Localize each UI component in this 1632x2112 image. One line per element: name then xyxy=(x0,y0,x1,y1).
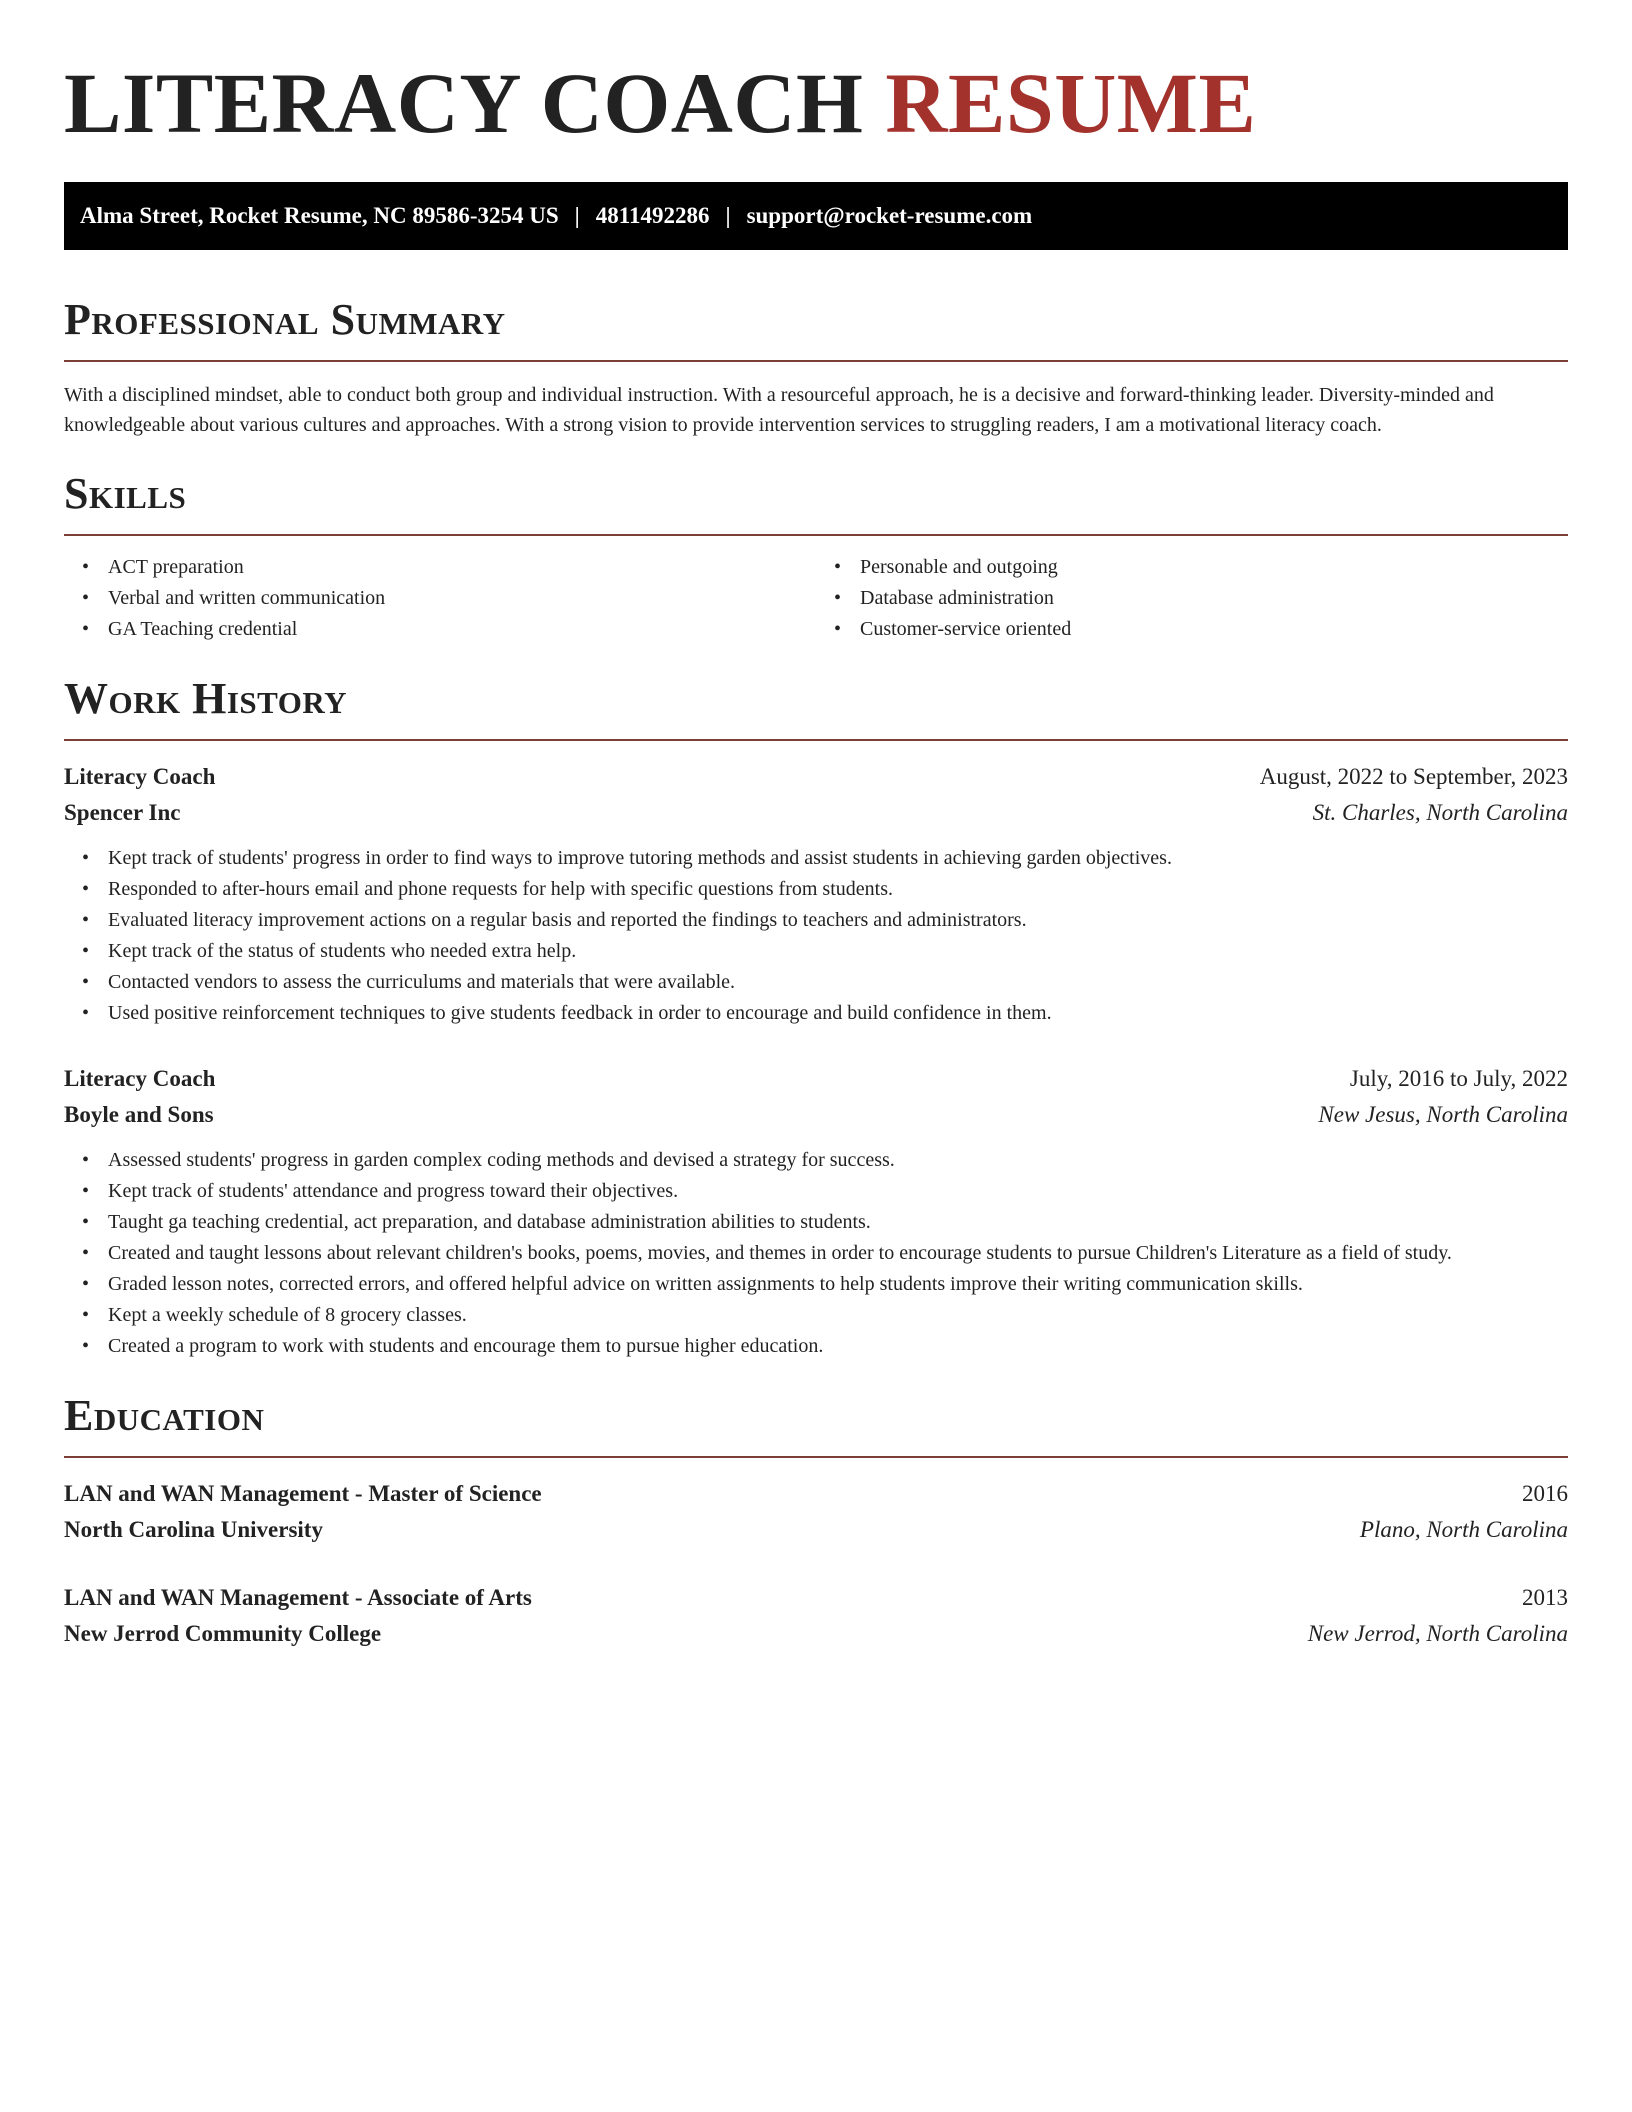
job-company-row xyxy=(64,1097,1568,1133)
title-resume-word: RESUME xyxy=(885,55,1257,151)
job-dates: July, 2016 to July, 2022 xyxy=(1349,1066,1568,1091)
education-degree-row xyxy=(64,1580,1568,1616)
skills-grid xyxy=(64,552,1568,645)
job-entry xyxy=(64,1061,1568,1362)
resume-page xyxy=(64,0,1568,1652)
job-bullet: • Contacted vendors to assess the curriculums and materials that were available. xyxy=(108,967,1568,998)
job-bullet: • Kept a weekly schedule of 8 grocery classes. xyxy=(108,1300,1568,1331)
education-degree-row xyxy=(64,1476,1568,1512)
job-bullet: • Kept track of students' progress in order to find ways to improve tutoring methods and assist students in achieving garden objectives. xyxy=(108,843,1568,874)
job-bullet: • Graded lesson notes, corrected errors, and offered helpful advice on written assignments to help students improve their writing communication skills. xyxy=(108,1269,1568,1300)
job-bullet: • Created a program to work with students and encourage them to pursue higher education. xyxy=(108,1331,1568,1362)
job-bullet: • Responded to after-hours email and phone requests for help with specific questions from students. xyxy=(108,874,1568,905)
summary-heading: Professional Summary xyxy=(64,295,506,344)
summary-text: With a disciplined mindset, able to conduct both group and individual instruction. With a resourceful approach, he is a decisive and forward-thinking leader. Diversity-minded and knowledgeable about various cultures and approaches. With a strong vision to provide intervention services to struggling readers, I am a motivational literacy coach. xyxy=(64,384,1494,436)
job-bullet: • Taught ga teaching credential, act preparation, and database administration abilities to students. xyxy=(108,1207,1568,1238)
section-divider xyxy=(64,1456,1568,1458)
education-school-row xyxy=(64,1616,1568,1652)
job-bullet: • Evaluated literacy improvement actions on a regular basis and reported the findings to teachers and administrators. xyxy=(108,905,1568,936)
job-bullet: • Created and taught lessons about relevant children's books, poems, movies, and themes in order to encourage students to pursue Children's Literature as a field of study. xyxy=(108,1238,1568,1269)
skill-item: • ACT preparation xyxy=(108,552,816,583)
education-school: North Carolina University xyxy=(64,1517,323,1542)
contact-separator: | xyxy=(725,203,731,228)
contact-separator: | xyxy=(574,203,580,228)
job-bullet: • Used positive reinforcement techniques to give students feedback in order to encourage and build confidence in them. xyxy=(108,998,1568,1029)
job-location: New Jesus, North Carolina xyxy=(1318,1102,1568,1127)
skills-right-column xyxy=(816,552,1568,645)
contact-address: Alma Street, Rocket Resume, NC 89586-3254 US xyxy=(80,203,559,228)
work-history-section xyxy=(64,673,1568,1362)
skill-item: • GA Teaching credential xyxy=(108,614,816,645)
education-entry xyxy=(64,1476,1568,1548)
contact-email: support@rocket-resume.com xyxy=(746,203,1033,228)
resume-title xyxy=(64,0,1568,156)
section-divider xyxy=(64,739,1568,741)
education-school: New Jerrod Community College xyxy=(64,1621,382,1646)
title-role: LITERACY COACH xyxy=(64,55,864,151)
job-title: Literacy Coach xyxy=(64,764,216,789)
job-bullets xyxy=(64,1145,1568,1362)
education-heading: Education xyxy=(64,1391,265,1440)
education-location: New Jerrod, North Carolina xyxy=(1307,1621,1568,1646)
education-degree: LAN and WAN Management - Master of Science xyxy=(64,1481,542,1506)
education-degree: LAN and WAN Management - Associate of Arts xyxy=(64,1585,532,1610)
job-bullets xyxy=(64,843,1568,1029)
summary-section xyxy=(64,294,1568,440)
education-section xyxy=(64,1390,1568,1652)
education-year: 2016 xyxy=(1522,1481,1568,1506)
contact-phone: 4811492286 xyxy=(595,203,710,228)
skills-section xyxy=(64,468,1568,645)
job-company-row xyxy=(64,795,1568,831)
section-divider xyxy=(64,360,1568,362)
work-history-heading: Work History xyxy=(64,674,348,723)
education-school-row xyxy=(64,1512,1568,1548)
job-bullet: • Kept track of students' attendance and progress toward their objectives. xyxy=(108,1176,1568,1207)
skill-item: • Customer-service oriented xyxy=(860,614,1568,645)
job-company: Spencer Inc xyxy=(64,800,181,825)
job-bullet: • Assessed students' progress in garden complex coding methods and devised a strategy for success. xyxy=(108,1145,1568,1176)
skills-left-column xyxy=(64,552,816,645)
education-entry xyxy=(64,1580,1568,1652)
education-year: 2013 xyxy=(1522,1585,1568,1610)
job-bullet: • Kept track of the status of students who needed extra help. xyxy=(108,936,1568,967)
skills-heading: Skills xyxy=(64,469,187,518)
job-header-row xyxy=(64,759,1568,795)
skill-item: • Database administration xyxy=(860,583,1568,614)
job-header-row xyxy=(64,1061,1568,1097)
job-company: Boyle and Sons xyxy=(64,1102,214,1127)
skill-item: • Personable and outgoing xyxy=(860,552,1568,583)
job-title: Literacy Coach xyxy=(64,1066,216,1091)
job-entry xyxy=(64,759,1568,1029)
job-location: St. Charles, North Carolina xyxy=(1312,800,1568,825)
education-location: Plano, North Carolina xyxy=(1359,1517,1568,1542)
job-dates: August, 2022 to September, 2023 xyxy=(1259,764,1568,789)
contact-bar xyxy=(64,182,1568,250)
section-divider xyxy=(64,534,1568,536)
skill-item: • Verbal and written communication xyxy=(108,583,816,614)
